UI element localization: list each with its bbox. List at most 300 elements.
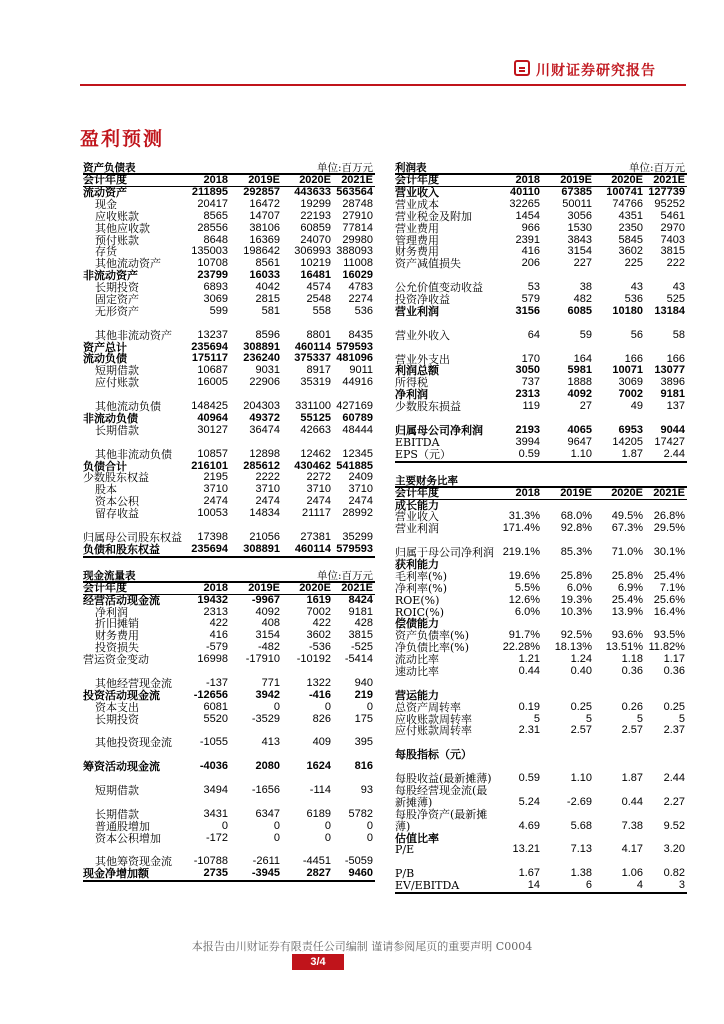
row-label: 营业利润	[395, 304, 439, 318]
row-value: 5.5%	[514, 581, 540, 594]
row-value: 211895	[191, 185, 228, 198]
row-value: 3431	[203, 807, 228, 820]
row-value: 95252	[654, 197, 685, 210]
header-label: 会计年度	[83, 580, 127, 594]
table-header	[83, 173, 375, 187]
row-value: -172	[205, 831, 228, 844]
row-value: 1530	[567, 221, 592, 234]
row-label: 长期投资	[95, 712, 139, 726]
row-value: 2195	[203, 471, 228, 484]
row-value: 148425	[191, 400, 228, 413]
row-value: 4092	[255, 605, 280, 618]
row-label: 存货	[95, 245, 117, 259]
row-label: 投资活动现金流	[83, 688, 160, 702]
row-value: 24070	[300, 233, 331, 246]
row-value: 3156	[515, 304, 540, 317]
row-value: 4783	[348, 281, 373, 294]
row-value: 408	[261, 617, 280, 630]
table-row	[83, 690, 375, 702]
row-value: 6953	[618, 423, 643, 436]
row-value: 14	[527, 879, 540, 892]
row-value: 93	[360, 783, 373, 796]
row-label: 投资净收益	[395, 293, 450, 307]
table-row	[83, 199, 375, 211]
row-value: 13184	[654, 304, 685, 317]
row-value: 4.17	[621, 843, 643, 856]
row-value: 579593	[336, 542, 373, 555]
row-value: 77814	[342, 221, 373, 234]
row-value: 44916	[342, 376, 373, 389]
table-row	[83, 306, 375, 318]
row-value: 2313	[515, 388, 540, 401]
row-value: 0.44	[621, 795, 643, 808]
row-label: 资本支出	[95, 700, 139, 714]
row-value: -536	[308, 641, 331, 654]
table-header	[83, 581, 375, 595]
row-value: 17427	[654, 435, 685, 448]
row-value: 3494	[203, 783, 228, 796]
row-value: 27381	[300, 530, 331, 543]
row-value: 427169	[336, 400, 373, 413]
row-value: 966	[521, 221, 540, 234]
row-value: 16005	[197, 376, 228, 389]
row-value: 1.21	[518, 653, 540, 666]
row-value: 25.8%	[611, 569, 643, 582]
row-value: 2272	[306, 471, 331, 484]
row-value: 135003	[191, 245, 228, 258]
table-row	[83, 508, 375, 520]
row-value: 170	[521, 352, 540, 365]
row-label: 总资产周转率	[395, 700, 461, 714]
row-value: 198642	[243, 245, 280, 258]
row-label: 负债和股东权益	[83, 542, 160, 556]
row-value: 5	[636, 712, 643, 725]
section-heading	[395, 690, 687, 702]
row-value: 36474	[249, 423, 280, 436]
unit-label: 单位:百万元	[628, 162, 685, 174]
table-row	[395, 702, 687, 714]
row-value: 175117	[191, 352, 228, 365]
row-value: 35319	[300, 376, 331, 389]
row-value: 166	[666, 352, 685, 365]
row-value: 4092	[567, 388, 592, 401]
table-row	[395, 401, 687, 413]
row-value: 60789	[342, 411, 373, 424]
year-header: 2020E	[611, 174, 643, 186]
row-label: 长期借款	[95, 807, 139, 821]
row-value: 28748	[342, 197, 373, 210]
table-row	[395, 413, 687, 437]
row-value: 599	[209, 304, 228, 317]
section-heading	[395, 833, 687, 845]
row-value: 2350	[618, 221, 643, 234]
table-row	[395, 523, 687, 535]
row-label: 流动比率	[395, 653, 439, 667]
row-label: 预付账款	[95, 233, 139, 247]
row-value: 9031	[255, 364, 280, 377]
row-value: 308891	[243, 340, 280, 353]
row-value: 4.69	[518, 819, 540, 832]
row-label: 其他筹资现金流	[95, 855, 172, 869]
row-value: 22906	[249, 376, 280, 389]
row-value: 2.37	[663, 724, 685, 737]
row-value: 3843	[567, 233, 592, 246]
row-value: 18.13%	[554, 641, 592, 654]
row-label: 现金净增加额	[83, 867, 149, 881]
row-value: 64	[527, 328, 540, 341]
row-label: 每股经营现金流(最新摊薄)	[395, 783, 488, 809]
row-value: 19.3%	[560, 593, 592, 606]
row-value: 443633	[294, 185, 331, 198]
row-value: 10071	[612, 364, 643, 377]
row-label: P/B	[395, 867, 415, 881]
row-label: 资本公积增加	[95, 831, 161, 845]
year-header: 2018	[515, 174, 540, 186]
row-value: 166	[624, 352, 643, 365]
row-value: 27910	[342, 209, 373, 222]
row-label: 短期借款	[95, 783, 139, 797]
table-row	[83, 223, 375, 235]
row-value: 222	[666, 257, 685, 270]
row-value: 3815	[348, 629, 373, 642]
row-value: 55125	[300, 411, 331, 424]
row-value: 1.06	[621, 867, 643, 880]
row-value: 16472	[249, 197, 280, 210]
table-row	[83, 187, 375, 199]
header-label: 会计年度	[395, 173, 439, 186]
row-value: 6	[585, 879, 592, 892]
row-value: 6347	[255, 807, 280, 820]
row-label: 净利润	[95, 605, 128, 619]
row-value: 0	[324, 700, 331, 713]
row-value: 460114	[294, 542, 331, 555]
row-value: 525	[666, 293, 685, 306]
row-label: 其他应收款	[95, 221, 150, 235]
row-value: 91.7%	[508, 629, 540, 642]
table-row	[395, 880, 687, 894]
row-value: 940	[354, 676, 373, 689]
row-value: 579	[521, 293, 540, 306]
row-value: 38	[579, 281, 592, 294]
table-title-row	[83, 568, 375, 581]
row-value: 119	[522, 400, 540, 413]
row-label: 资本公积	[95, 495, 139, 509]
row-value: 1.18	[621, 653, 643, 666]
row-value: 12345	[342, 447, 373, 460]
row-value: 6893	[203, 281, 228, 294]
table-row	[83, 544, 375, 558]
row-value: 8801	[306, 328, 331, 341]
row-label: 营业费用	[395, 221, 439, 235]
row-value: -10192	[296, 653, 331, 666]
header-label: 会计年度	[83, 173, 127, 186]
row-label: 应收账款周转率	[395, 712, 472, 726]
row-label: 留存收益	[95, 507, 139, 521]
row-label: 资产减值损失	[395, 257, 461, 271]
row-label: 流动资产	[83, 185, 127, 199]
row-label: 公允价值变动收益	[395, 281, 483, 295]
row-label: 归属母公司净利润	[395, 423, 483, 437]
row-value: 2313	[203, 605, 228, 618]
table-header	[395, 486, 687, 500]
row-value: 2.44	[663, 772, 685, 785]
table-row	[83, 595, 375, 607]
year-header: 2018	[203, 581, 228, 594]
row-value: 1.24	[570, 653, 592, 666]
right-column	[395, 160, 687, 894]
row-value: 28556	[197, 221, 228, 234]
row-value: 26.8%	[653, 510, 685, 523]
year-header: 2019E	[560, 174, 592, 186]
row-value: 1619	[306, 593, 331, 606]
row-value: 2.57	[621, 724, 643, 737]
row-value: 3050	[515, 364, 540, 377]
row-value: 3154	[567, 245, 592, 258]
row-value: 25.6%	[653, 593, 685, 606]
row-value: 0.59	[518, 772, 540, 785]
row-value: 49	[630, 400, 643, 413]
row-value: 67385	[561, 185, 592, 198]
row-value: 175	[354, 712, 373, 725]
footer-disclaimer: 本报告由川财证券有限责任公司编制 谨请参阅尾页的重要声明 C0004	[191, 940, 533, 953]
row-value: 13.9%	[611, 605, 643, 618]
row-value: 3994	[515, 435, 540, 448]
row-value: 536	[624, 293, 643, 306]
row-value: 216101	[191, 459, 228, 472]
row-value: -3945	[251, 867, 280, 880]
table-row	[395, 318, 687, 342]
table-row	[395, 844, 687, 856]
row-value: 422	[209, 617, 228, 630]
row-value: 225	[624, 257, 643, 270]
row-label: P/E	[395, 843, 415, 857]
row-label: 无形资产	[95, 304, 139, 318]
row-value: 0	[221, 819, 228, 832]
row-value: -482	[257, 641, 280, 654]
row-value: 10687	[197, 364, 228, 377]
table-row	[83, 844, 375, 868]
section-heading	[395, 749, 687, 761]
row-value: 10708	[197, 257, 228, 270]
row-value: 21117	[302, 507, 331, 520]
table-row	[83, 211, 375, 223]
row-label: 净负债比率(%)	[395, 641, 470, 655]
row-value: 2474	[203, 495, 228, 508]
table-row	[395, 761, 687, 785]
page-number: 3/4	[292, 954, 344, 970]
row-value: 0.25	[570, 700, 592, 713]
table-row	[83, 773, 375, 797]
brand-name: 川财证券研究报告	[536, 63, 656, 79]
row-label: 应付账款	[95, 376, 139, 390]
row-value: -4451	[302, 855, 331, 868]
row-value: 2474	[348, 495, 373, 508]
row-value: 20417	[197, 197, 228, 210]
row-value: 3.20	[663, 843, 685, 856]
row-value: 8917	[306, 364, 331, 377]
row-value: -10788	[193, 855, 228, 868]
row-value: 8561	[255, 257, 280, 270]
row-value: 5.68	[570, 819, 592, 832]
row-value: 1.38	[570, 867, 592, 880]
row-label: 固定资产	[95, 293, 139, 306]
row-value: 13237	[197, 328, 228, 341]
row-value: 14205	[612, 435, 643, 448]
table-title: 主要财务比率	[395, 474, 458, 487]
section-label: 营运能力	[395, 688, 439, 702]
row-value: 9181	[660, 388, 685, 401]
row-label: 短期借款	[95, 364, 139, 378]
table-row	[83, 654, 375, 666]
row-value: 60859	[300, 221, 331, 234]
row-value: 3	[678, 879, 685, 892]
row-value: 236240	[243, 352, 280, 365]
row-value: -2.69	[566, 795, 592, 808]
row-value: 2222	[255, 471, 280, 484]
row-value: 16369	[249, 233, 280, 246]
row-label: 现金	[95, 197, 117, 211]
row-label: 利润总额	[395, 364, 439, 378]
row-label: 其他非流动负债	[95, 447, 172, 461]
table-row	[83, 821, 375, 833]
row-label: 净利率(%)	[395, 581, 448, 595]
row-value: 17398	[197, 530, 228, 543]
row-value: 0	[324, 819, 331, 832]
row-value: -5414	[344, 653, 373, 666]
row-value: 306993	[294, 245, 331, 258]
row-value: 12898	[249, 447, 280, 460]
table-row	[83, 702, 375, 714]
table-row	[83, 797, 375, 821]
row-value: 59	[579, 328, 592, 341]
table-row	[395, 535, 687, 559]
row-value: -137	[205, 676, 228, 689]
row-value: -4036	[199, 760, 228, 773]
row-value: 9647	[567, 435, 592, 448]
row-value: 30127	[197, 423, 228, 436]
row-label: EBITDA	[395, 435, 440, 449]
table-row	[395, 306, 687, 318]
row-value: 5.24	[518, 795, 540, 808]
row-value: 58	[672, 328, 685, 341]
row-label: 毛利率(%)	[395, 569, 448, 583]
row-value: 7002	[306, 605, 331, 618]
row-label: 营业收入	[395, 185, 439, 199]
row-value: 49372	[249, 411, 280, 424]
row-value: 30.1%	[653, 546, 685, 559]
year-header: 2021E	[653, 486, 685, 499]
row-label: 长期投资	[95, 281, 139, 295]
row-value: 4065	[567, 423, 592, 436]
row-value: 42663	[300, 423, 331, 436]
table-row	[83, 749, 375, 773]
row-value: 204303	[243, 400, 280, 413]
row-value: 2193	[515, 423, 540, 436]
table-row	[395, 258, 687, 270]
year-header: 2019E	[248, 581, 280, 594]
unit-label: 单位:百万元	[316, 569, 373, 582]
row-value: 3896	[660, 376, 685, 389]
row-value: 0.19	[518, 700, 540, 713]
table-header	[395, 173, 687, 187]
row-label: 经营活动现金流	[83, 593, 160, 607]
row-value: 1322	[306, 676, 331, 689]
row-value: 164	[573, 352, 592, 365]
row-value: 563564	[336, 185, 373, 198]
row-value: -9967	[251, 593, 280, 606]
row-value: 19299	[300, 197, 331, 210]
header-label: 会计年度	[395, 485, 439, 499]
row-label: 归属母公司股东权益	[83, 530, 182, 544]
row-value: 92.8%	[560, 522, 592, 535]
row-value: 43	[630, 281, 643, 294]
row-label: 投资损失	[95, 641, 139, 655]
row-label: 净利润	[395, 388, 428, 402]
row-value: 2391	[515, 233, 540, 246]
table-row	[83, 714, 375, 726]
row-value: -1055	[199, 736, 228, 749]
row-value: 48444	[342, 423, 373, 436]
year-header: 2019E	[248, 174, 280, 186]
row-value: 235694	[191, 340, 228, 353]
row-value: 25.8%	[560, 569, 592, 582]
row-label: 应付账款周转率	[395, 724, 472, 738]
row-value: 11008	[343, 257, 373, 270]
row-value: 8596	[255, 328, 280, 341]
row-label: 营业外支出	[395, 352, 450, 366]
row-value: 7002	[618, 388, 643, 401]
row-value: 8424	[348, 593, 373, 606]
row-label: 应收账款	[95, 209, 139, 223]
row-value: 2.57	[570, 724, 592, 737]
row-value: 67.3%	[611, 522, 643, 535]
header-divider	[80, 84, 686, 86]
row-value: -525	[350, 641, 373, 654]
section-label: 成长能力	[395, 498, 439, 512]
table-row	[395, 223, 687, 235]
row-value: 388093	[336, 245, 373, 258]
row-value: 5461	[660, 209, 685, 222]
spacer-row	[395, 856, 687, 868]
section-label: 偿债能力	[395, 617, 439, 631]
row-value: 737	[521, 376, 540, 389]
row-value: 1888	[567, 376, 592, 389]
row-value: 127739	[648, 185, 685, 198]
row-value: 85.3%	[560, 546, 592, 559]
row-value: 0	[273, 819, 280, 832]
row-value: 0.44	[518, 665, 540, 678]
row-label: 归属于母公司净利润	[395, 546, 494, 560]
row-value: 375337	[294, 352, 331, 365]
row-value: 56	[630, 328, 643, 341]
row-label: 财务费用	[95, 629, 139, 643]
row-value: 409	[312, 736, 331, 749]
row-value: 579593	[336, 340, 373, 353]
row-value: 3602	[618, 245, 643, 258]
row-value: 219.1%	[502, 546, 540, 559]
row-value: 3942	[255, 688, 280, 701]
row-value: 3069	[203, 293, 228, 305]
row-value: 1454	[515, 209, 540, 222]
row-label: 资产负债率(%)	[395, 629, 470, 643]
row-value: 38106	[249, 221, 280, 234]
row-label: 其他非流动资产	[95, 328, 172, 342]
row-value: 422	[312, 617, 331, 630]
table-title-row	[395, 473, 687, 486]
row-label: 少数股东损益	[395, 400, 461, 414]
row-value: 9044	[660, 423, 685, 436]
balance-sheet-table	[83, 160, 375, 558]
